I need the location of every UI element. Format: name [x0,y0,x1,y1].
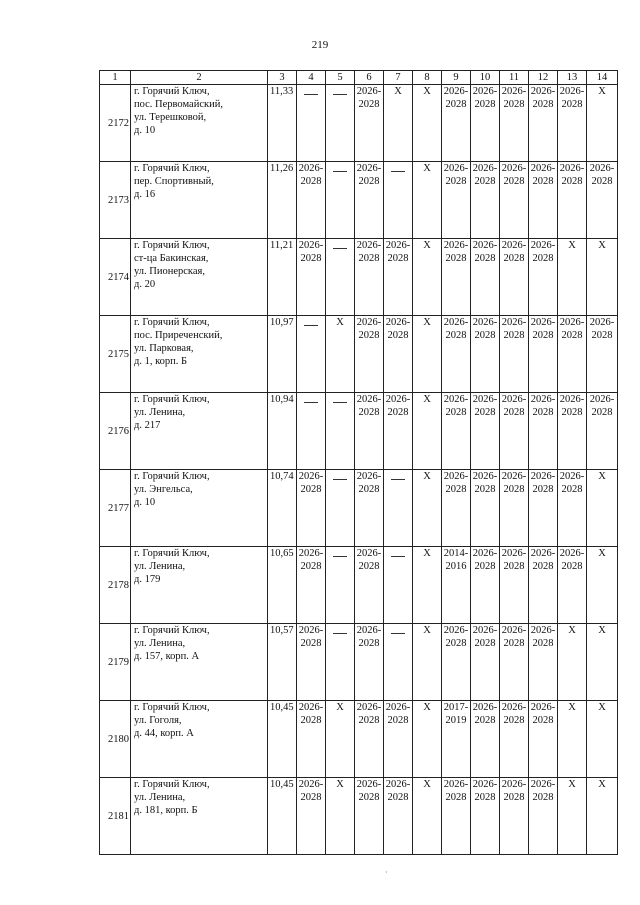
period-cell: 2026- 2028 [471,85,500,162]
dash-mark [333,633,347,634]
x-mark-cell: X [326,778,355,855]
data-table [99,70,618,855]
period-cell: 2026- 2028 [384,316,413,393]
period-cell: 2026- 2028 [529,470,558,547]
period-cell: 2026- 2028 [297,701,326,778]
column-number-13: 13 [558,71,587,85]
row-number: 2175 [100,316,131,393]
table-row [100,470,618,547]
period-cell: 2026- 2028 [500,778,529,855]
period-cell: 2026- 2028 [500,547,529,624]
dash-cell [297,316,326,393]
x-mark-cell: X [413,470,442,547]
period-cell: 2026- 2028 [529,239,558,316]
x-mark-cell: X [384,85,413,162]
row-number: 2180 [100,701,131,778]
column-number-9: 9 [442,71,471,85]
period-cell: 2026- 2028 [384,239,413,316]
period-cell: 2026- 2028 [500,316,529,393]
dash-cell [384,624,413,701]
x-mark-cell: X [587,701,618,778]
period-cell: 2026- 2028 [471,547,500,624]
x-mark-cell: X [413,624,442,701]
period-cell: 2026- 2028 [355,393,384,470]
period-cell: 2026- 2028 [442,393,471,470]
period-cell: 2026- 2028 [471,778,500,855]
x-mark-cell: X [558,778,587,855]
period-cell: 2026- 2028 [355,239,384,316]
dash-cell [326,85,355,162]
dash-cell [384,162,413,239]
value-cell: 10,94 [268,393,297,470]
x-mark-cell: X [587,239,618,316]
address-cell: г. Горячий Ключ, пос. Приреченский, ул. Парковая, д. 1, корп. Б [131,316,268,393]
period-cell: 2026- 2028 [442,239,471,316]
period-cell: 2026- 2028 [297,547,326,624]
address-cell: г. Горячий Ключ, пос. Первомайский, ул. Терешковой, д. 10 [131,85,268,162]
period-cell: 2026- 2028 [297,162,326,239]
x-mark-cell: X [558,239,587,316]
page-number: 219 [311,39,329,51]
dash-cell [326,470,355,547]
period-cell: 2026- 2028 [297,778,326,855]
value-cell: 10,74 [268,470,297,547]
row-number: 2173 [100,162,131,239]
x-mark-cell: X [558,701,587,778]
x-mark-cell: X [587,778,618,855]
dash-cell [326,162,355,239]
x-mark-cell: X [413,701,442,778]
dash-mark [333,556,347,557]
dash-cell [326,393,355,470]
value-cell: 11,21 [268,239,297,316]
dash-cell [297,393,326,470]
row-number: 2172 [100,85,131,162]
period-cell: 2026- 2028 [558,162,587,239]
table-row [100,701,618,778]
column-number-6: 6 [355,71,384,85]
header-row [100,71,618,85]
period-cell: 2017- 2019 [442,701,471,778]
dash-mark [333,171,347,172]
dash-mark [304,402,318,403]
value-cell: 10,45 [268,778,297,855]
period-cell: 2026- 2028 [529,393,558,470]
period-cell: 2026- 2028 [500,624,529,701]
period-cell: 2026- 2028 [529,316,558,393]
column-number-2: 2 [131,71,268,85]
value-cell: 10,57 [268,624,297,701]
period-cell: 2026- 2028 [355,162,384,239]
period-cell: 2026- 2028 [587,162,618,239]
dash-mark [333,94,347,95]
row-number: 2178 [100,547,131,624]
period-cell: 2026- 2028 [500,239,529,316]
address-cell: г. Горячий Ключ, ул. Ленина, д. 157, корп. А [131,624,268,701]
address-cell: г. Горячий Ключ, ст-ца Бакинская, ул. Пионерская, д. 20 [131,239,268,316]
period-cell: 2026- 2028 [297,470,326,547]
dash-mark [333,479,347,480]
value-cell: 11,26 [268,162,297,239]
period-cell: 2026- 2028 [500,162,529,239]
period-cell: 2026- 2028 [355,547,384,624]
period-cell: 2026- 2028 [355,85,384,162]
period-cell: 2026- 2028 [529,162,558,239]
x-mark-cell: X [413,85,442,162]
period-cell: 2026- 2028 [384,393,413,470]
period-cell: 2026- 2028 [558,470,587,547]
period-cell: 2026- 2028 [529,624,558,701]
row-number: 2174 [100,239,131,316]
period-cell: 2026- 2028 [471,470,500,547]
value-cell: 10,97 [268,316,297,393]
x-mark-cell: X [413,547,442,624]
x-mark-cell: X [587,470,618,547]
dash-cell [297,85,326,162]
period-cell: 2026- 2028 [587,316,618,393]
dash-cell [384,470,413,547]
x-mark-cell: X [326,316,355,393]
period-cell: 2026- 2028 [442,85,471,162]
period-cell: 2026- 2028 [471,162,500,239]
x-mark-cell: X [413,239,442,316]
period-cell: 2026- 2028 [355,470,384,547]
period-cell: 2026- 2028 [355,701,384,778]
row-number: 2179 [100,624,131,701]
x-mark-cell: X [558,624,587,701]
column-number-4: 4 [297,71,326,85]
value-cell: 10,45 [268,701,297,778]
table-row [100,778,618,855]
column-number-14: 14 [587,71,618,85]
period-cell: 2026- 2028 [442,624,471,701]
period-cell: 2014- 2016 [442,547,471,624]
row-number: 2177 [100,470,131,547]
x-mark-cell: X [413,778,442,855]
period-cell: 2026- 2028 [442,470,471,547]
table-row [100,624,618,701]
period-cell: 2026- 2028 [500,701,529,778]
dash-mark [391,633,405,634]
table-row [100,393,618,470]
dash-mark [391,171,405,172]
dash-cell [326,624,355,701]
column-number-3: 3 [268,71,297,85]
period-cell: 2026- 2028 [529,85,558,162]
period-cell: 2026- 2028 [558,316,587,393]
column-number-1: 1 [100,71,131,85]
period-cell: 2026- 2028 [529,547,558,624]
period-cell: 2026- 2028 [529,701,558,778]
period-cell: 2026- 2028 [500,470,529,547]
table-row [100,162,618,239]
period-cell: 2026- 2028 [471,701,500,778]
period-cell: 2026- 2028 [442,162,471,239]
period-cell: 2026- 2028 [500,393,529,470]
period-cell: 2026- 2028 [355,778,384,855]
period-cell: 2026- 2028 [500,85,529,162]
column-number-10: 10 [471,71,500,85]
address-cell: г. Горячий Ключ, ул. Ленина, д. 181, корп. Б [131,778,268,855]
dash-cell [326,239,355,316]
scan-mark: · [385,868,388,877]
x-mark-cell: X [326,701,355,778]
x-mark-cell: X [413,162,442,239]
x-mark-cell: X [587,624,618,701]
period-cell: 2026- 2028 [558,393,587,470]
address-cell: г. Горячий Ключ, ул. Ленина, д. 217 [131,393,268,470]
row-number: 2176 [100,393,131,470]
column-number-11: 11 [500,71,529,85]
address-cell: г. Горячий Ключ, пер. Спортивный, д. 16 [131,162,268,239]
dash-cell [384,547,413,624]
period-cell: 2026- 2028 [471,316,500,393]
address-cell: г. Горячий Ключ, ул. Ленина, д. 179 [131,547,268,624]
table-row [100,239,618,316]
column-number-5: 5 [326,71,355,85]
period-cell: 2026- 2028 [355,624,384,701]
dash-mark [304,325,318,326]
x-mark-cell: X [413,316,442,393]
value-cell: 11,33 [268,85,297,162]
x-mark-cell: X [587,547,618,624]
dash-mark [391,479,405,480]
dash-mark [304,94,318,95]
dash-cell [326,547,355,624]
table-body [100,71,618,855]
period-cell: 2026- 2028 [558,85,587,162]
period-cell: 2026- 2028 [442,316,471,393]
dash-mark [333,402,347,403]
period-cell: 2026- 2028 [297,239,326,316]
period-cell: 2026- 2028 [442,778,471,855]
x-mark-cell: X [413,393,442,470]
row-number: 2181 [100,778,131,855]
column-number-7: 7 [384,71,413,85]
address-cell: г. Горячий Ключ, ул. Энгельса, д. 10 [131,470,268,547]
period-cell: 2026- 2028 [587,393,618,470]
period-cell: 2026- 2028 [558,547,587,624]
value-cell: 10,65 [268,547,297,624]
dash-mark [333,248,347,249]
table-row [100,85,618,162]
period-cell: 2026- 2028 [471,624,500,701]
period-cell: 2026- 2028 [384,778,413,855]
period-cell: 2026- 2028 [297,624,326,701]
x-mark-cell: X [587,85,618,162]
period-cell: 2026- 2028 [384,701,413,778]
period-cell: 2026- 2028 [355,316,384,393]
period-cell: 2026- 2028 [471,393,500,470]
dash-mark [391,556,405,557]
column-number-8: 8 [413,71,442,85]
table-row [100,316,618,393]
address-cell: г. Горячий Ключ, ул. Гоголя, д. 44, корп. А [131,701,268,778]
period-cell: 2026- 2028 [529,778,558,855]
period-cell: 2026- 2028 [471,239,500,316]
table-row [100,547,618,624]
column-number-12: 12 [529,71,558,85]
